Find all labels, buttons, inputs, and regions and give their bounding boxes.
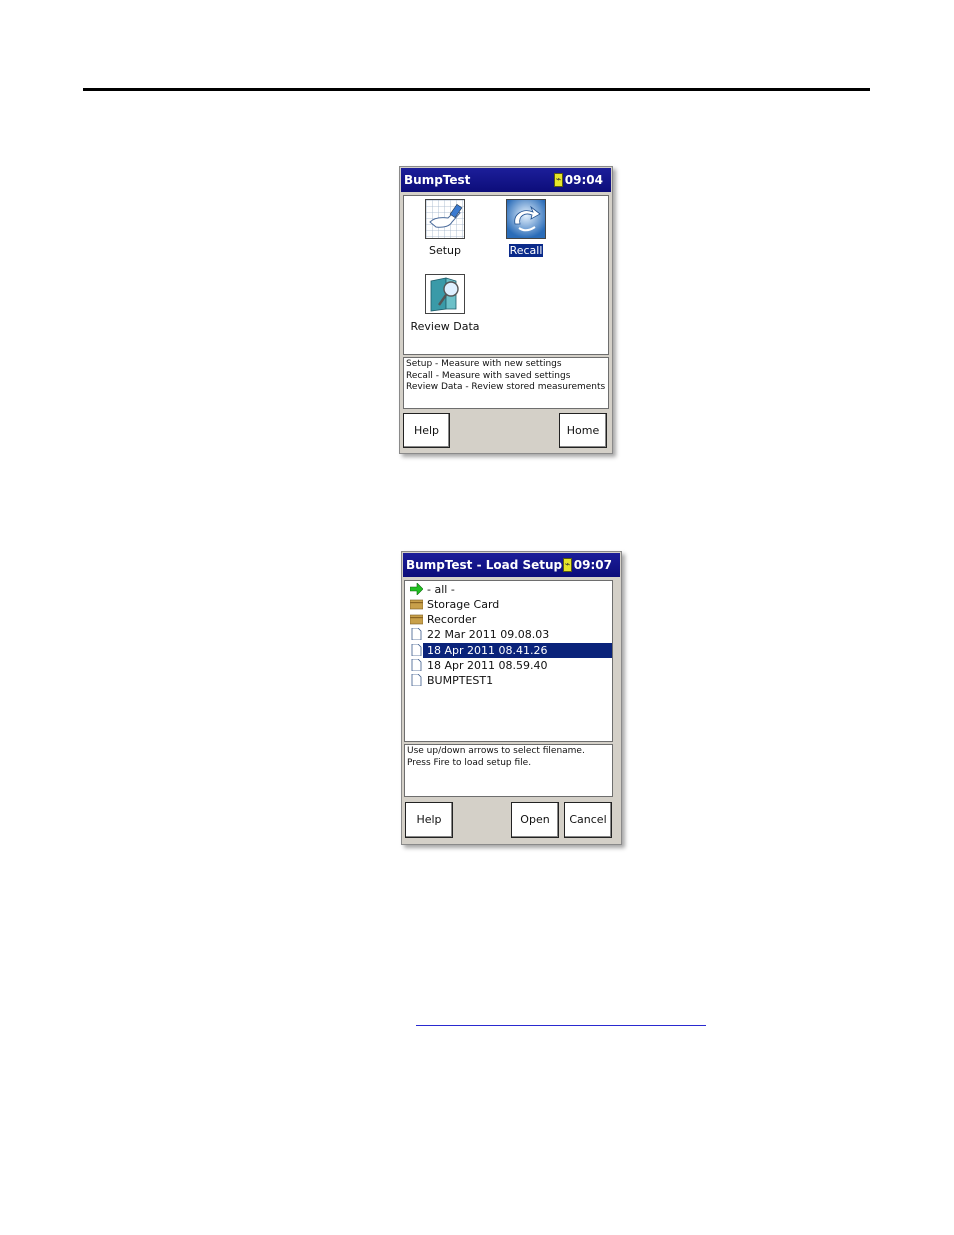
window-title: BumpTest bbox=[404, 173, 471, 187]
open-button[interactable]: Open bbox=[511, 802, 559, 838]
list-item[interactable]: 22 Mar 2011 09.08.03 bbox=[410, 627, 611, 642]
window-title: BumpTest - Load Setup bbox=[406, 558, 563, 572]
home-button[interactable]: Home bbox=[559, 413, 607, 448]
file-icon bbox=[410, 644, 423, 656]
icon-panel bbox=[403, 195, 609, 355]
cancel-button[interactable]: Cancel bbox=[564, 802, 612, 838]
folder-icon bbox=[410, 613, 423, 625]
help-line: Press Fire to load setup file. bbox=[407, 757, 532, 768]
bumptest-main-screen bbox=[399, 166, 613, 454]
setup-icon[interactable] bbox=[425, 199, 465, 239]
help-button[interactable]: Help bbox=[405, 802, 453, 838]
hyperlink-underline[interactable] bbox=[416, 1025, 706, 1026]
help-line: Recall - Measure with saved settings bbox=[406, 370, 571, 381]
recall-label: Recall bbox=[509, 244, 543, 257]
file-icon bbox=[410, 674, 423, 686]
help-text-panel bbox=[404, 744, 613, 797]
help-button[interactable]: Help bbox=[403, 413, 450, 448]
list-item[interactable]: - all - bbox=[410, 582, 611, 597]
folder-icon bbox=[410, 598, 423, 610]
help-line: Use up/down arrows to select filename. bbox=[407, 746, 585, 756]
help-line: Setup - Measure with new settings bbox=[406, 359, 562, 369]
clock: 09:04 bbox=[564, 173, 603, 187]
list-item[interactable]: BUMPTEST1 bbox=[410, 673, 611, 688]
list-item[interactable]: Storage Card bbox=[410, 597, 611, 612]
help-line: Review Data - Review stored measurements bbox=[406, 382, 606, 392]
list-item-selected[interactable]: 18 Apr 2011 08.41.26 bbox=[410, 643, 611, 658]
bumptest-load-setup-screen bbox=[401, 551, 622, 845]
battery-icon: ⌁ bbox=[555, 175, 562, 185]
title-bar bbox=[403, 553, 620, 577]
page-header-rule bbox=[83, 88, 870, 91]
green-arrow-icon bbox=[410, 583, 423, 595]
clock: 09:07 bbox=[573, 558, 612, 572]
review-data-label: Review Data bbox=[410, 320, 480, 333]
list-item[interactable]: 18 Apr 2011 08.59.40 bbox=[410, 658, 611, 673]
setup-label: Setup bbox=[428, 244, 462, 257]
review-data-icon[interactable] bbox=[425, 274, 465, 314]
file-list[interactable] bbox=[404, 580, 613, 742]
help-text-panel bbox=[403, 357, 609, 409]
battery-icon: ⌁ bbox=[564, 560, 571, 570]
list-item[interactable]: Recorder bbox=[410, 612, 611, 627]
file-icon bbox=[410, 628, 423, 640]
title-bar bbox=[401, 168, 611, 192]
recall-icon[interactable] bbox=[506, 199, 546, 239]
file-icon bbox=[410, 659, 423, 671]
